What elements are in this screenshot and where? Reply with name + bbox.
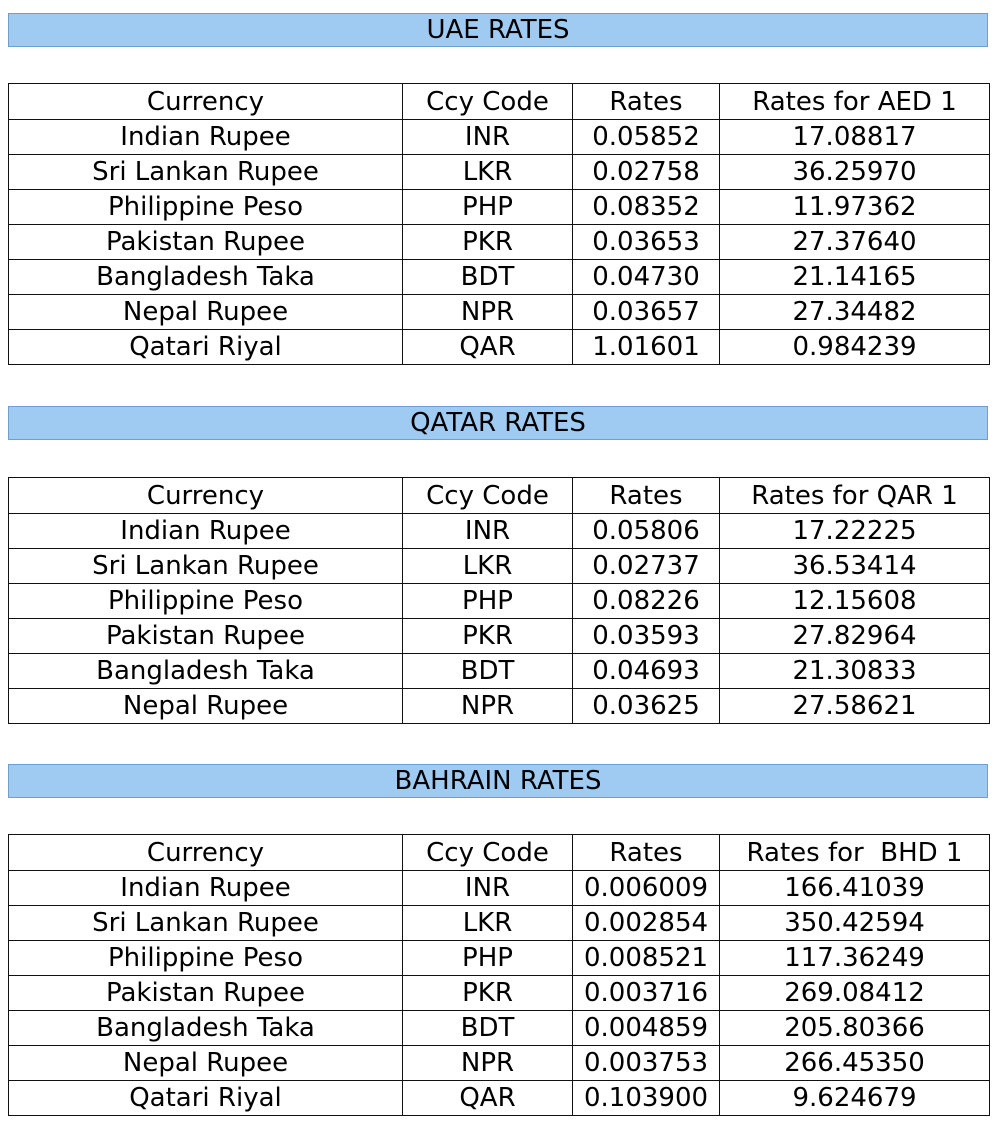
qatar-rates-table xyxy=(8,477,990,724)
table-row xyxy=(9,1011,990,1046)
rate-value: 0.03657 xyxy=(573,295,720,330)
currency-code: INR xyxy=(403,514,573,549)
inverse-rate-value: 21.30833 xyxy=(720,654,990,689)
rate-value: 0.05806 xyxy=(573,514,720,549)
table-row xyxy=(9,190,990,225)
currency-code: PHP xyxy=(403,584,573,619)
table-header-row xyxy=(9,84,990,120)
currency-code: QAR xyxy=(403,330,573,365)
column-header: Rates for QAR 1 xyxy=(720,478,990,514)
rate-value: 0.04693 xyxy=(573,654,720,689)
rate-value: 0.03625 xyxy=(573,689,720,724)
table-row xyxy=(9,871,990,906)
inverse-rate-value: 9.624679 xyxy=(720,1081,990,1116)
currency-name: Pakistan Rupee xyxy=(9,225,403,260)
currency-code: NPR xyxy=(403,295,573,330)
rate-value: 0.02737 xyxy=(573,549,720,584)
currency-name: Philippine Peso xyxy=(9,190,403,225)
column-header: Ccy Code xyxy=(403,478,573,514)
inverse-rate-value: 0.984239 xyxy=(720,330,990,365)
table-row xyxy=(9,689,990,724)
column-header: Ccy Code xyxy=(403,835,573,871)
rate-value: 0.004859 xyxy=(573,1011,720,1046)
currency-code: PKR xyxy=(403,976,573,1011)
inverse-rate-value: 27.58621 xyxy=(720,689,990,724)
table-row xyxy=(9,330,990,365)
inverse-rate-value: 27.37640 xyxy=(720,225,990,260)
uae-rates-table xyxy=(8,83,990,365)
column-header: Rates xyxy=(573,478,720,514)
currency-name: Qatari Riyal xyxy=(9,330,403,365)
inverse-rate-value: 27.82964 xyxy=(720,619,990,654)
currency-code: PHP xyxy=(403,941,573,976)
column-header: Currency xyxy=(9,84,403,120)
currency-name: Indian Rupee xyxy=(9,871,403,906)
inverse-rate-value: 27.34482 xyxy=(720,295,990,330)
currency-code: INR xyxy=(403,871,573,906)
currency-name: Nepal Rupee xyxy=(9,689,403,724)
table-row xyxy=(9,941,990,976)
inverse-rate-value: 266.45350 xyxy=(720,1046,990,1081)
column-header: Currency xyxy=(9,835,403,871)
inverse-rate-value: 11.97362 xyxy=(720,190,990,225)
currency-name: Pakistan Rupee xyxy=(9,976,403,1011)
inverse-rate-value: 269.08412 xyxy=(720,976,990,1011)
currency-code: BDT xyxy=(403,654,573,689)
table-row xyxy=(9,906,990,941)
rate-value: 0.08352 xyxy=(573,190,720,225)
rate-value: 0.03593 xyxy=(573,619,720,654)
currency-code: PHP xyxy=(403,190,573,225)
inverse-rate-value: 12.15608 xyxy=(720,584,990,619)
qatar-rates-title: QATAR RATES xyxy=(8,406,988,440)
table-row xyxy=(9,549,990,584)
inverse-rate-value: 117.36249 xyxy=(720,941,990,976)
currency-name: Sri Lankan Rupee xyxy=(9,906,403,941)
currency-name: Indian Rupee xyxy=(9,120,403,155)
rate-value: 0.008521 xyxy=(573,941,720,976)
rate-value: 0.02758 xyxy=(573,155,720,190)
currency-name: Nepal Rupee xyxy=(9,295,403,330)
table-row xyxy=(9,1081,990,1116)
column-header: Currency xyxy=(9,478,403,514)
currency-name: Sri Lankan Rupee xyxy=(9,549,403,584)
table-row xyxy=(9,584,990,619)
currency-name: Philippine Peso xyxy=(9,584,403,619)
table-header-row xyxy=(9,835,990,871)
currency-code: PKR xyxy=(403,619,573,654)
inverse-rate-value: 166.41039 xyxy=(720,871,990,906)
table-row xyxy=(9,514,990,549)
currency-name: Sri Lankan Rupee xyxy=(9,155,403,190)
currency-name: Bangladesh Taka xyxy=(9,260,403,295)
rate-value: 0.103900 xyxy=(573,1081,720,1116)
currency-name: Qatari Riyal xyxy=(9,1081,403,1116)
column-header: Ccy Code xyxy=(403,84,573,120)
currency-code: INR xyxy=(403,120,573,155)
table-header-row xyxy=(9,478,990,514)
table-row xyxy=(9,1046,990,1081)
currency-code: BDT xyxy=(403,260,573,295)
table-row xyxy=(9,260,990,295)
rate-value: 0.05852 xyxy=(573,120,720,155)
inverse-rate-value: 36.25970 xyxy=(720,155,990,190)
inverse-rate-value: 17.08817 xyxy=(720,120,990,155)
rate-value: 0.03653 xyxy=(573,225,720,260)
table-row xyxy=(9,120,990,155)
currency-name: Indian Rupee xyxy=(9,514,403,549)
bahrain-rates-table xyxy=(8,834,990,1116)
currency-name: Bangladesh Taka xyxy=(9,654,403,689)
table-row xyxy=(9,619,990,654)
column-header: Rates xyxy=(573,84,720,120)
uae-rates-title: UAE RATES xyxy=(8,13,988,47)
inverse-rate-value: 36.53414 xyxy=(720,549,990,584)
rate-value: 0.006009 xyxy=(573,871,720,906)
currency-code: LKR xyxy=(403,906,573,941)
inverse-rate-value: 350.42594 xyxy=(720,906,990,941)
currency-name: Pakistan Rupee xyxy=(9,619,403,654)
inverse-rate-value: 21.14165 xyxy=(720,260,990,295)
rate-value: 1.01601 xyxy=(573,330,720,365)
table-row xyxy=(9,295,990,330)
currency-code: BDT xyxy=(403,1011,573,1046)
currency-name: Bangladesh Taka xyxy=(9,1011,403,1046)
inverse-rate-value: 17.22225 xyxy=(720,514,990,549)
rate-value: 0.003753 xyxy=(573,1046,720,1081)
table-row xyxy=(9,225,990,260)
inverse-rate-value: 205.80366 xyxy=(720,1011,990,1046)
column-header: Rates for BHD 1 xyxy=(720,835,990,871)
currency-code: LKR xyxy=(403,155,573,190)
bahrain-rates-title: BAHRAIN RATES xyxy=(8,764,988,798)
currency-name: Nepal Rupee xyxy=(9,1046,403,1081)
currency-code: NPR xyxy=(403,1046,573,1081)
rate-value: 0.003716 xyxy=(573,976,720,1011)
table-row xyxy=(9,654,990,689)
currency-code: NPR xyxy=(403,689,573,724)
currency-code: LKR xyxy=(403,549,573,584)
column-header: Rates for AED 1 xyxy=(720,84,990,120)
rate-value: 0.002854 xyxy=(573,906,720,941)
currency-code: PKR xyxy=(403,225,573,260)
column-header: Rates xyxy=(573,835,720,871)
rate-value: 0.08226 xyxy=(573,584,720,619)
table-row xyxy=(9,976,990,1011)
currency-code: QAR xyxy=(403,1081,573,1116)
rate-value: 0.04730 xyxy=(573,260,720,295)
currency-name: Philippine Peso xyxy=(9,941,403,976)
table-row xyxy=(9,155,990,190)
